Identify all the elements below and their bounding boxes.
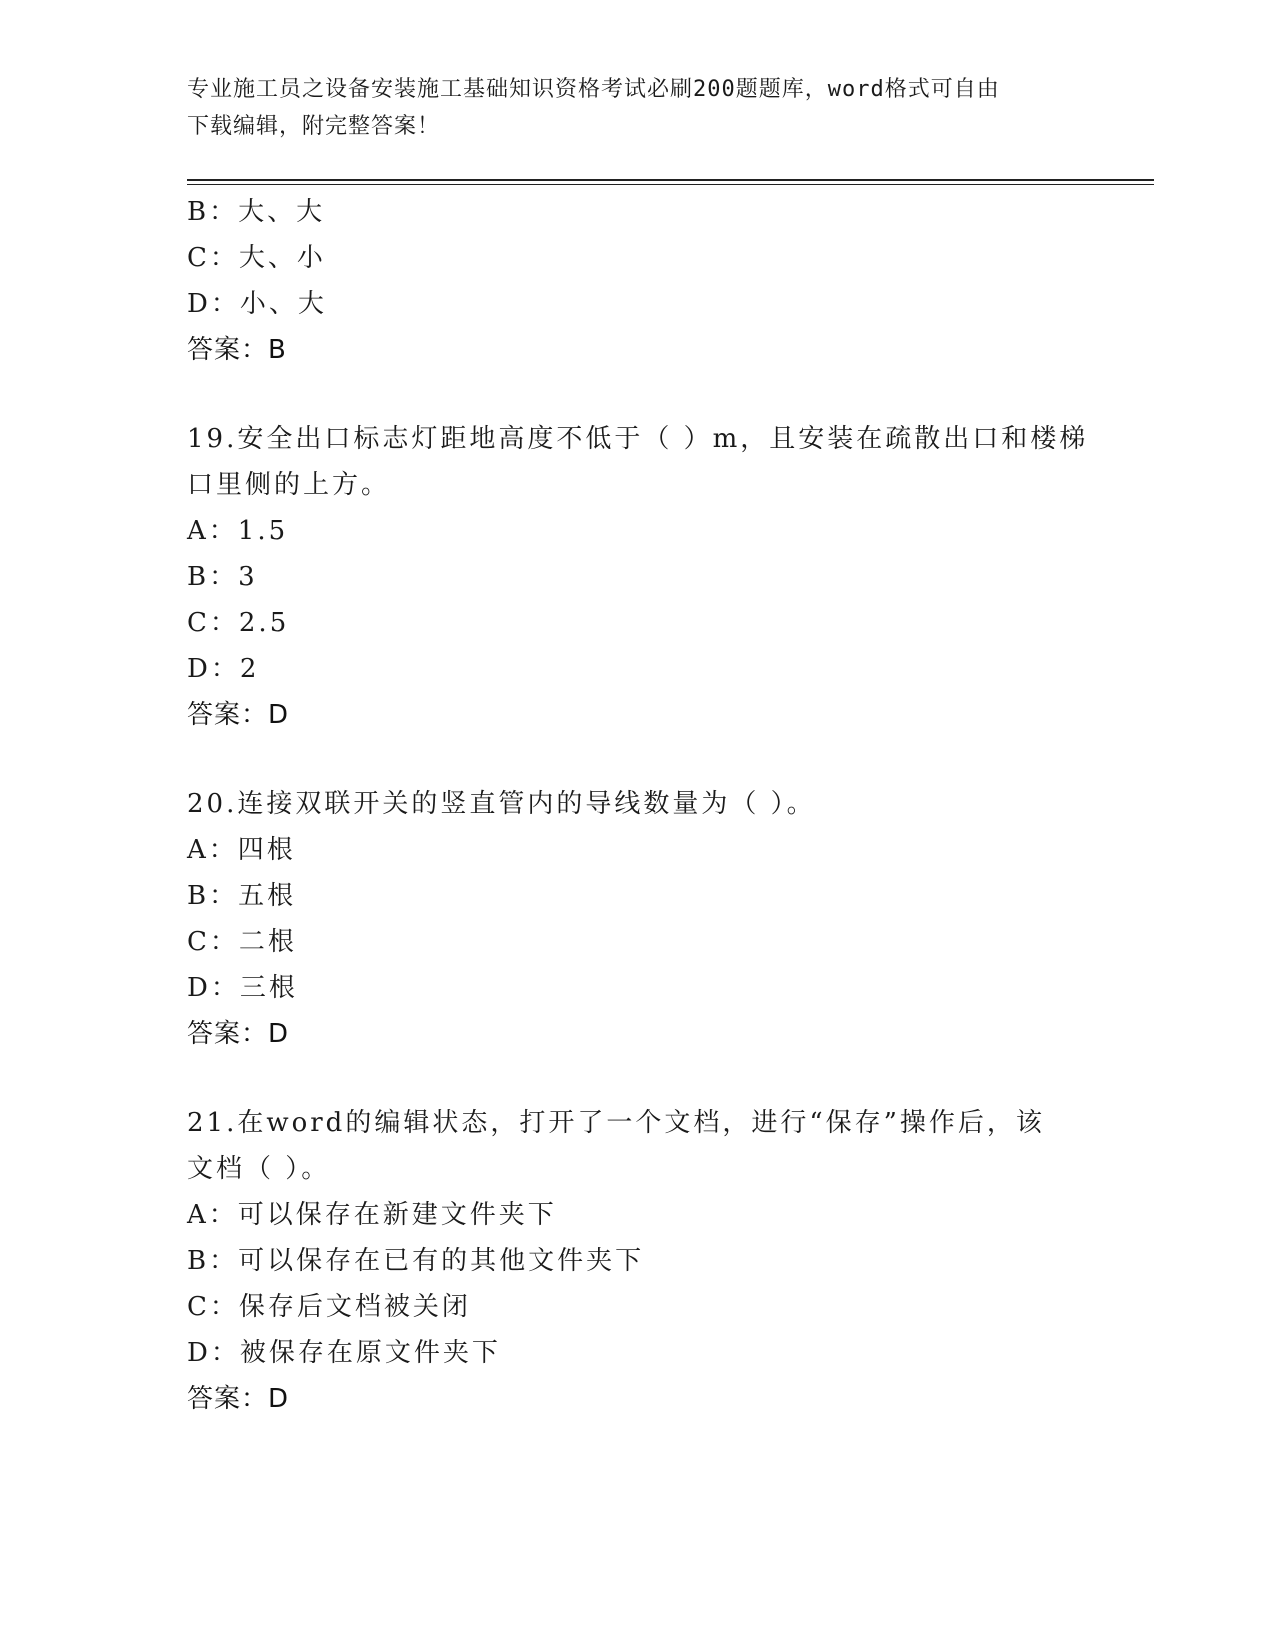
option-a: A：四根 xyxy=(187,835,296,865)
question-text-line: 20.连接双联开关的竖直管内的导线数量为（ ）。 xyxy=(187,789,816,819)
header-rule-thin xyxy=(187,184,1154,185)
question-21 xyxy=(187,1100,1087,1422)
option-c: C：2.5 xyxy=(187,608,290,638)
option-d: D：被保存在原文件夹下 xyxy=(187,1338,501,1368)
answer-line: 答案：D xyxy=(187,700,290,730)
option-c: C：保存后文档被关闭 xyxy=(187,1292,471,1322)
option-b: B：可以保存在已有的其他文件夹下 xyxy=(187,1246,645,1276)
answer-line: 答案：B xyxy=(187,335,287,365)
question-text-line: 文档（ ）。 xyxy=(187,1154,331,1184)
option-b: B：大、大 xyxy=(187,197,326,227)
spacer xyxy=(187,738,1087,781)
question-20 xyxy=(187,781,1087,1057)
question-text-line: 21.在word的编辑状态，打开了一个文档，进行“保存”操作后，该 xyxy=(187,1108,1045,1138)
spacer xyxy=(187,1057,1087,1100)
option-b: B：五根 xyxy=(187,881,297,911)
option-d: D：小、大 xyxy=(187,289,327,319)
option-b: B：3 xyxy=(187,562,258,592)
header-line-2: 下载编辑，附完整答案！ xyxy=(187,114,441,139)
answer-line: 答案：D xyxy=(187,1384,290,1414)
header-line-1: 专业施工员之设备安装施工基础知识资格考试必刷200题题库，word格式可自由 xyxy=(187,77,1000,102)
option-d: D：三根 xyxy=(187,973,298,1003)
option-c: C：大、小 xyxy=(187,243,326,273)
option-d: D：2 xyxy=(187,654,260,684)
answer-line: 答案：D xyxy=(187,1019,290,1049)
spacer xyxy=(187,373,1087,416)
header-rule-thick xyxy=(187,179,1154,181)
question-content xyxy=(187,189,1087,1422)
question-text-line: 19.安全出口标志灯距地高度不低于（ ）m，且安装在疏散出口和楼梯 xyxy=(187,424,1089,454)
question-19 xyxy=(187,416,1087,738)
option-c: C：二根 xyxy=(187,927,297,957)
option-a: A：1.5 xyxy=(187,516,289,546)
option-a: A：可以保存在新建文件夹下 xyxy=(187,1200,557,1230)
prev-question-block xyxy=(187,189,1087,373)
question-text-line: 口里侧的上方。 xyxy=(187,470,391,500)
document-header xyxy=(187,71,1067,145)
